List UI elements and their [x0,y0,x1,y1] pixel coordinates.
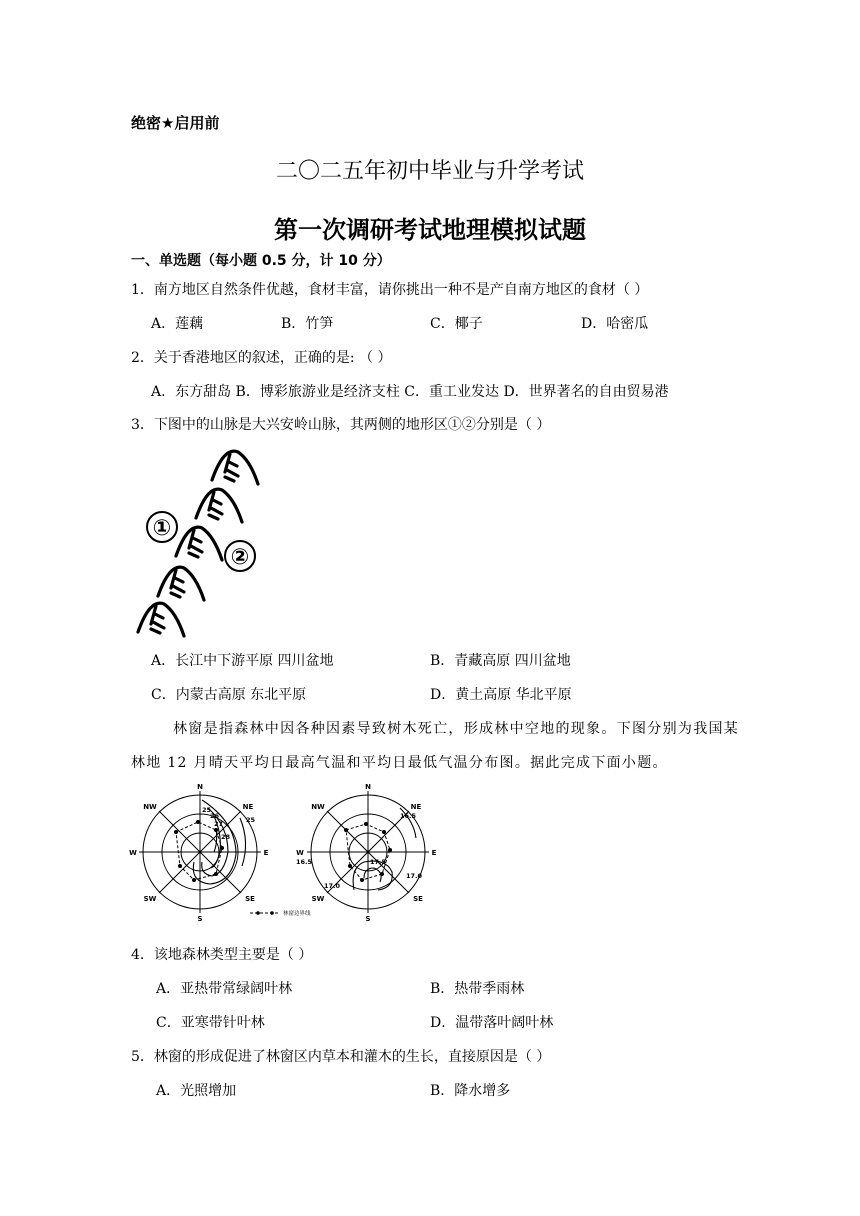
landform-label-2: ② [230,545,250,570]
right-dir-w: W [296,849,304,857]
exam-subtitle: 第一次调研考试地理模拟试题 [274,216,586,244]
question-5-option-b: B．降水增多 [430,1083,511,1099]
question-4-option-a: A．亚热带常绿阔叶林 [156,981,293,997]
right-isotherm-17-0-se: 17.0 [406,872,423,880]
mountain-range-figure [132,446,272,638]
right-isotherm-17-0-sw: 17.0 [324,882,341,890]
left-isotherm-26: 26 [210,812,220,820]
landform-label-1: ① [152,516,172,541]
question-4-option-b: B．热带季雨林 [430,981,525,997]
forest-gap-temperature-figure [128,782,440,922]
secret-mark: 绝密★启用前 [131,114,220,132]
min-temperature-diagram [296,783,437,922]
left-dir-nw: NW [143,803,157,811]
right-isotherm-16-5-ne: 16.5 [400,812,417,820]
question-3-option-a: A．长江中下游平原 四川盆地 [151,653,334,669]
left-dir-s: S [197,915,203,922]
question-3-option-d: D．黄土高原 华北平原 [430,687,572,703]
passage-line-1: 林窗是指森林中因各种因素导致树木死亡，形成林中空地的现象。下图分别为我国某 [173,721,740,737]
question-2-stem: 2．关于香港地区的叙述，正确的是: （ ） [131,350,392,366]
left-dir-w: W [129,849,137,857]
question-1-option-c: C．椰子 [430,316,483,332]
left-isotherm-25: 25 [202,806,212,814]
right-dir-sw: SW [311,895,325,903]
question-3-option-c: C．内蒙古高原 东北平原 [151,687,307,703]
right-dir-ne: NE [410,803,422,811]
left-dir-e: E [263,849,269,857]
question-1-option-b: B．竹笋 [281,316,334,332]
right-isotherm-16-5-w: 16.5 [296,858,313,866]
left-dir-ne: NE [242,803,254,811]
question-5-stem: 5．林窗的形成促进了林窗区内草本和灌木的生长，直接原因是（ ） [131,1049,551,1065]
right-dir-nw: NW [311,803,325,811]
question-2-options: A．东方甜岛 B．博彩旅游业是经济支柱 C．重工业发达 D．世界著名的自由贸易港 [151,384,669,400]
right-dir-s: S [365,915,371,922]
question-1-option-d: D．哈密瓜 [581,316,649,332]
question-4-option-c: C．亚寒带针叶林 [156,1015,265,1031]
question-1-stem: 1．南方地区自然条件优越，食材丰富，请你挑出一种不是产自南方地区的食材（ ） [131,282,649,298]
left-isotherm-27: 27 [214,820,224,828]
legend [250,909,311,917]
right-dir-e: E [431,849,437,857]
question-4-option-d: D．温带落叶阔叶林 [430,1015,554,1031]
right-isotherm-17-5: 17.5 [370,858,387,866]
right-dir-se: SE [413,895,423,903]
legend-label: 林窗边界线 [283,911,311,917]
section-heading: 一、单选题（每小题 0.5 分，计 10 分） [131,253,391,269]
question-3-option-b: B．青藏高原 四川盆地 [430,653,571,669]
question-3-stem: 3．下图中的山脉是大兴安岭山脉，其两侧的地形区①②分别是（ ） [131,417,551,433]
question-4-stem: 4．该地森林类型主要是（ ） [131,947,313,963]
right-dir-n: N [365,783,371,791]
left-dir-n: N [197,783,203,791]
passage-line-2: 林地 12 月晴天平均日最高气温和平均日最低气温分布图。据此完成下面小题。 [131,755,668,771]
question-5-option-a: A．光照增加 [156,1083,237,1099]
left-dir-se: SE [245,895,255,903]
question-1-option-a: A．莲藕 [151,316,204,332]
exam-title: 二〇二五年初中毕业与升学考试 [275,159,584,184]
left-dir-sw: SW [143,895,157,903]
max-temperature-diagram [129,783,311,922]
left-isotherm-28: 28 [221,833,231,841]
left-isotherm-25b: 25 [246,816,256,824]
